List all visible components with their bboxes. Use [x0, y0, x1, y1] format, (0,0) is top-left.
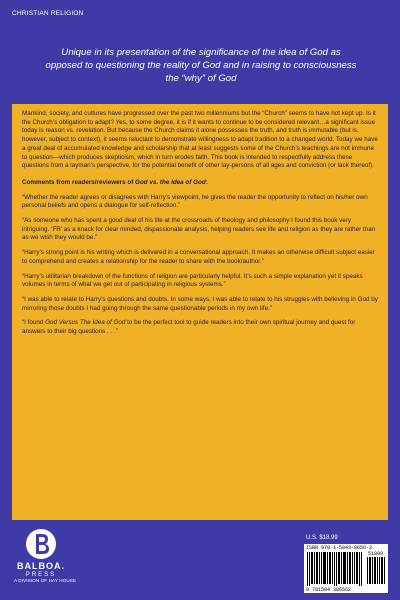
- last-quote-start: “I found: [22, 319, 46, 327]
- review-quote: “Harry’s utilitarian breakdown of the functions of religion are particularly helpful. It’s such a simple explanation yet it speaks volumes in terms of what we get out of participating in religious systems.”: [22, 272, 363, 289]
- price-label: U.S. $18.99: [306, 535, 338, 541]
- review-quote: “Whether the reader agrees or disagrees with Harry’s viewpoint, he gives the reader the opportunity to reflect on his/her own personal beliefs and opens a dialogue for self-reflection.”: [22, 193, 368, 210]
- comments-heading: [22, 179, 378, 188]
- comments-heading-start: Comments from readers/reviewers of: [22, 178, 136, 186]
- comments-heading-title: God vs. the Idea of God: [135, 178, 206, 186]
- publisher-division: A DIVISION OF HAY HOUSE: [14, 578, 77, 583]
- barcode-number: 9 781504 386562: [306, 587, 352, 593]
- description-panel: [12, 104, 388, 520]
- isbn-text: ISBN 978-1-5043-8656-2: [306, 545, 373, 551]
- review-quote-last: [22, 319, 378, 336]
- last-quote-end: to be the perfect tool to guide readers into their own spiritual journey and quest for answers to their big questions . . .”: [22, 319, 356, 336]
- review-quote: “As someone who has spent a good deal of his life at the crossroads of theology and philosophy I found this book very intriguing. ‘FR’ as a knack for clear minded, dispassionate analysis, helping readers see life and religion as they are rather than as we wish they would be.”: [22, 217, 376, 242]
- review-quote: “Harry’s strong point is his writing which is delivered in a conversational approach. It makes an otherwise difficult subject easier to comprehend and creates a relationship for the reader to share with the book/author.”: [22, 249, 375, 265]
- review-quote: “I was able to relate to Harry’s questions and doubts. In some ways, I was able to relate to his struggles with believing in God by mirroring those doubts I had going through the same questionable periods in my own life.”: [22, 295, 378, 312]
- tagline: Unique in its presentation of the significance of the idea of God as opposed to questioning the reality of God and in raising to consciousness the “why” of God: [45, 47, 357, 84]
- barcode-box: [304, 544, 388, 593]
- publisher-brand: BALBOA.: [17, 561, 65, 571]
- publisher-sub: PRESS: [25, 572, 57, 578]
- barcode-addon: 51899: [368, 551, 384, 557]
- category-label: CHRISTIAN RELIGION: [12, 10, 84, 17]
- comments-heading-end: :: [205, 178, 208, 186]
- last-quote-title: God Versus The Idea of God: [45, 319, 126, 327]
- balboa-logo-icon: [14, 528, 68, 562]
- intro-paragraph: Mankind, society, and cultures have progressed over the past two millenniums but the “Church” seems to have not kept up. Is it the Church’s obligation to adapt? Yes, to some degree, it is if it wants to continue to be considered relevant…a significant issue today is reason vs. revelation. But because the Church claims it alone possesses the truth, and truth is immutable (but is, however, subject to context), it seems reluctant to demonstrate willingness to adapt tradition to a changed world. Today we have a great deal of accumulated knowledge and scholarship that at least suggests some of the Church’s teachings are not immune to question—which produces skepticism, which in turn erodes faith. This book is intended to respectfully address these questions from a layman’s perspective, for the potential benefit of other lay-persons of all ages and conviction (or lack thereof).: [22, 110, 378, 170]
- description-text: [22, 110, 378, 343]
